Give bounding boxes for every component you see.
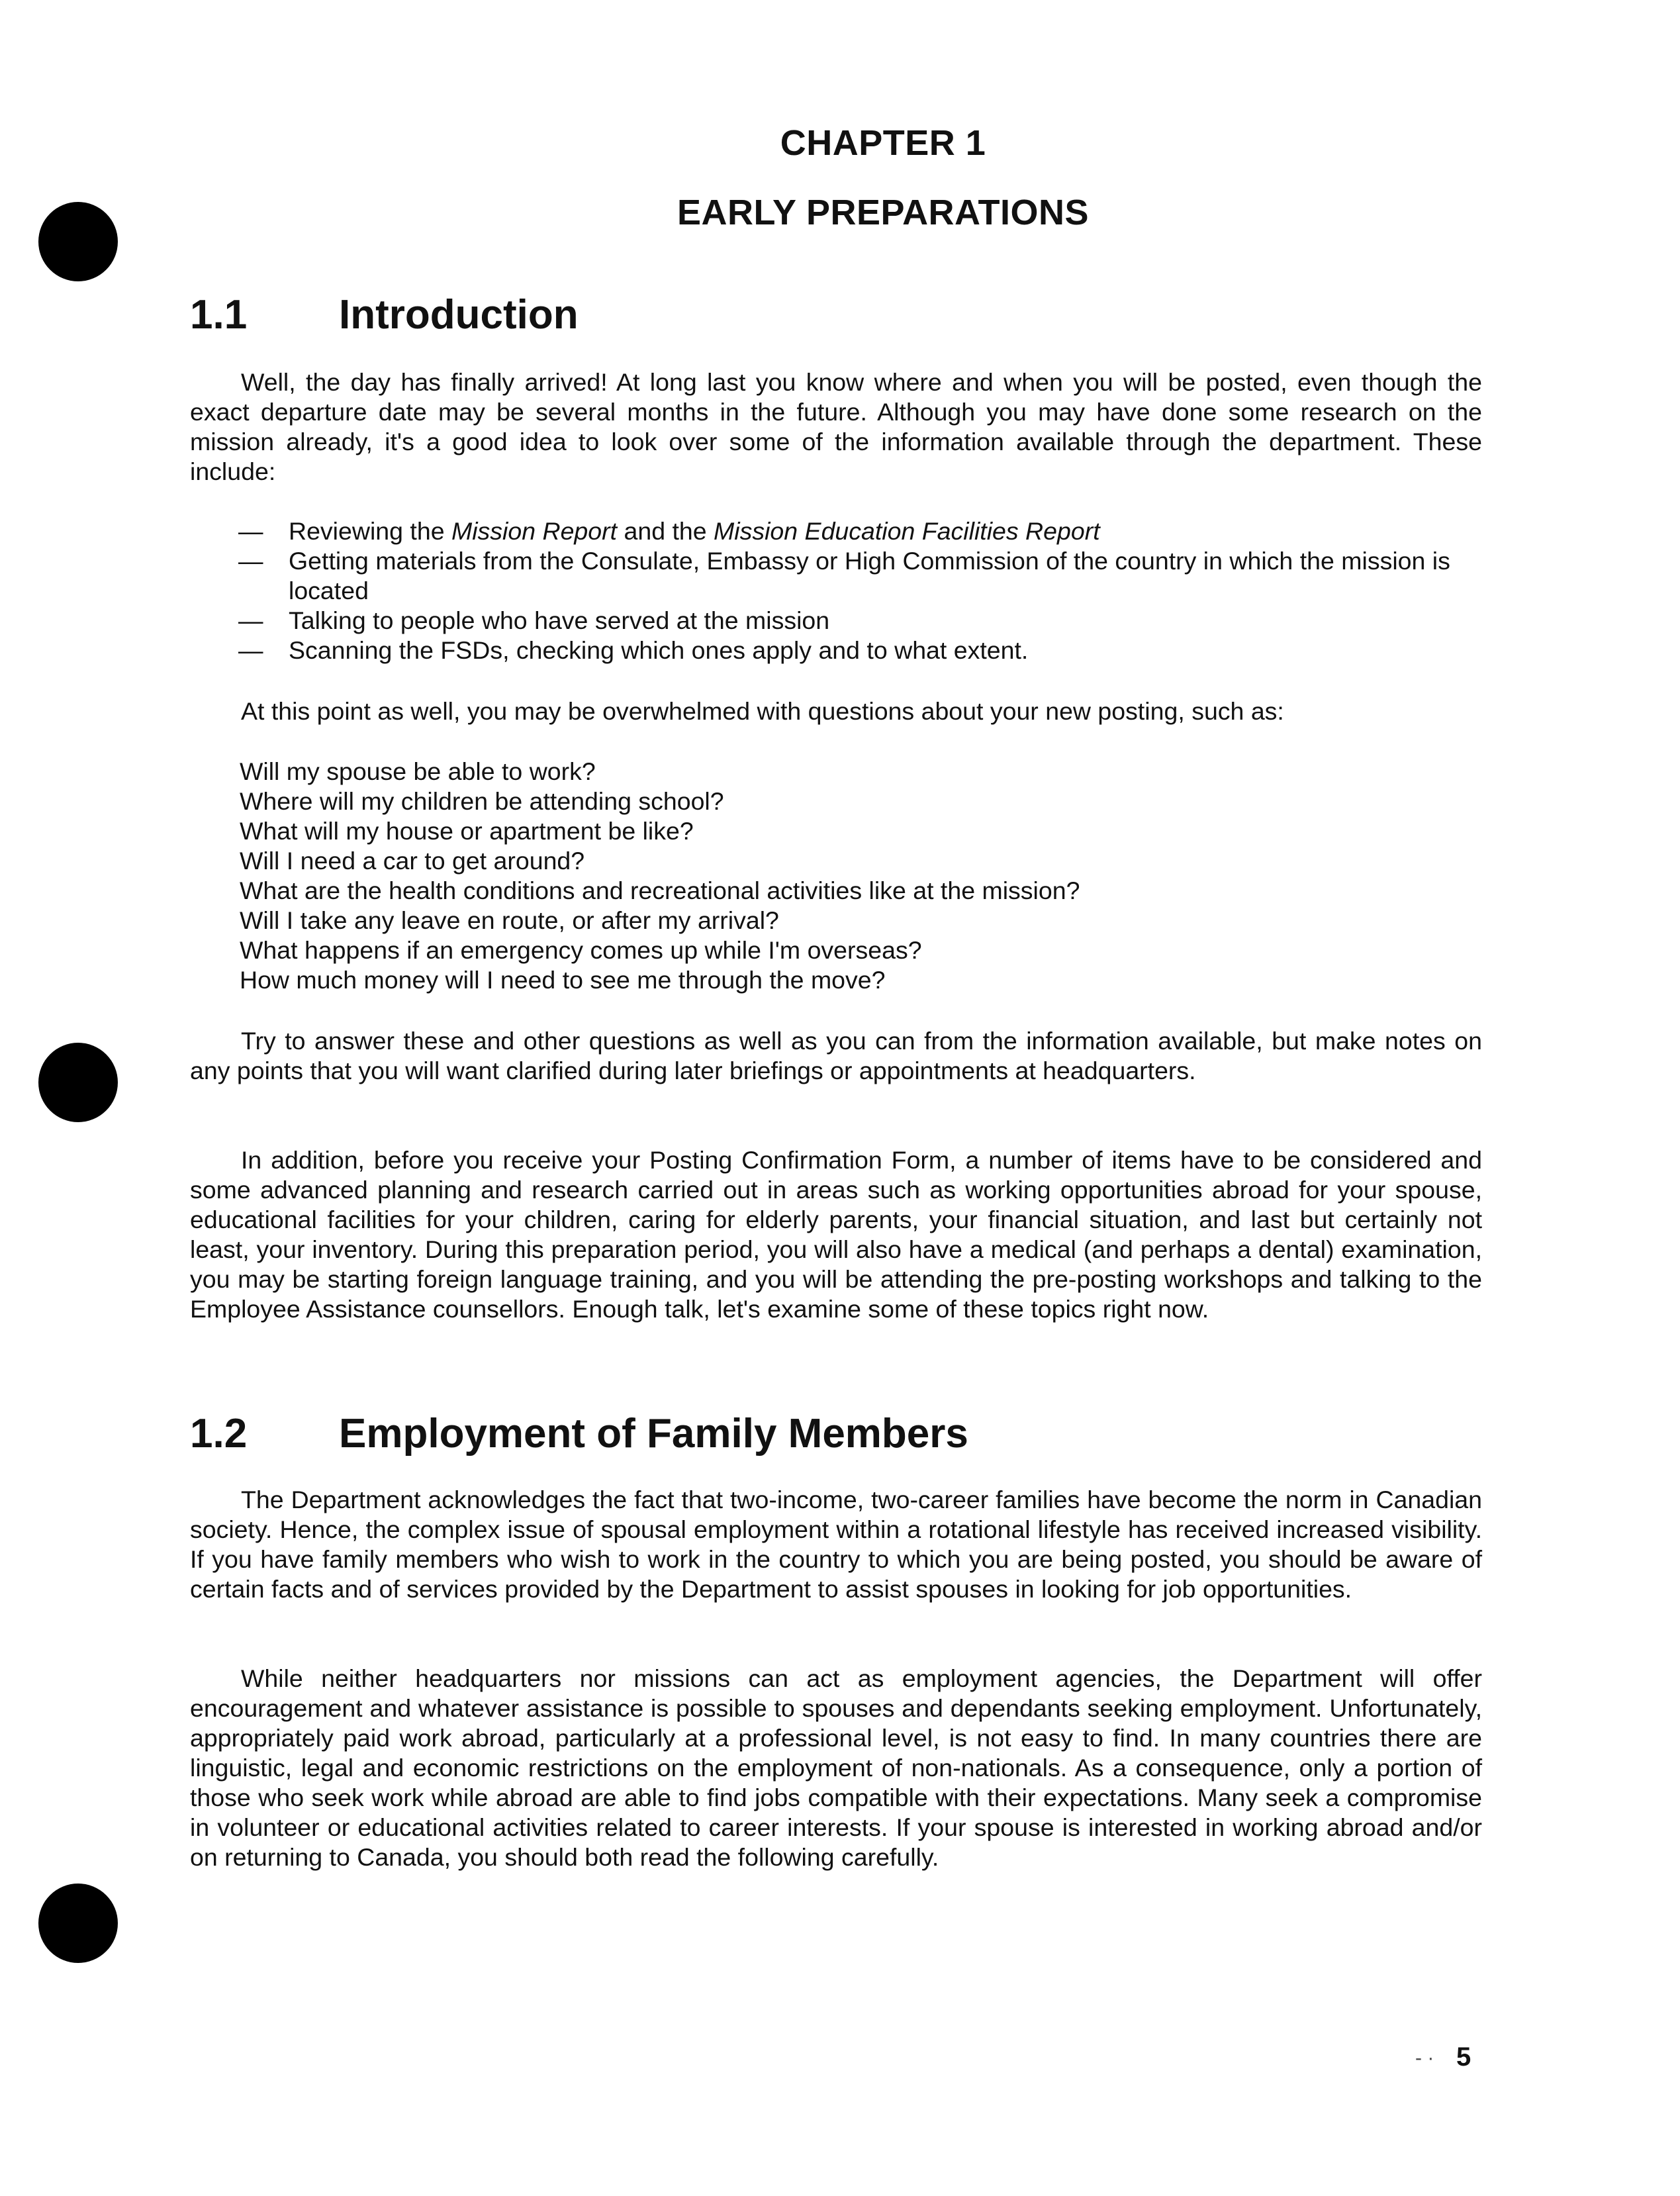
try-answer-paragraph <box>190 1026 1482 1086</box>
question-line: Will I need a car to get around? <box>240 847 585 875</box>
list-item <box>238 546 1483 606</box>
page-number: 5 <box>1456 2042 1471 2072</box>
question-line: What will my house or apartment be like? <box>240 817 694 845</box>
page-marks: - · <box>1415 2047 1434 2069</box>
chapter-title-text: EARLY PREPARATIONS <box>677 193 1090 232</box>
chapter-label <box>0 122 1680 164</box>
question-line: How much money will I need to see me through the move? <box>240 966 886 994</box>
employment-text-2: While neither headquarters nor missions can act as employment agencies, the Department will offer encouragement and whatever assistance is possible to spouses and dependants seeking employment. Unfortunately, appropriately paid work abroad, particularly at a professional level, is not easy to find. In many countries there are linguistic, legal and economic restrictions on the employment of non-nationals. As a consequence, only a portion of those who seek work while abroad are able to find jobs compatible with their expectations. Many seek a compromise in volunteer or educational activities related to career interests. If your spouse is interested in working abroad and/or on returning to Canada, you should both read the following carefully. <box>190 1664 1482 1871</box>
employment-text-1: The Department acknowledges the fact that two-income, two-career families have become the norm in Canadian society. Hence, the complex issue of spousal employment within a rotational lifestyle has received increased visibility. If you have family members who wish to work in the country to which you are being posted, you should be aware of certain facts and of services provided by the Department to assist spouses in looking for job opportunities. <box>190 1486 1482 1603</box>
information-sources-list <box>238 516 1483 665</box>
list-item-text: Getting materials from the Consulate, Embassy or High Commission of the country in which the mission is located <box>289 547 1450 604</box>
section-number: 1.1 <box>190 292 248 338</box>
list-item-text: Reviewing the <box>289 517 451 545</box>
question-line: Will my spouse be able to work? <box>240 757 596 785</box>
list-item <box>238 636 1483 665</box>
questions-list <box>240 757 1080 995</box>
intro-text: Well, the day has finally arrived! At long last you know where and when you will be posted, even though the exact departure date may be several months in the future. Although you may have done some research on the mission already, it's a good idea to look over some of the information available through the department. These include: <box>190 368 1482 485</box>
question-line: Will I take any leave en route, or after my arrival? <box>240 906 779 934</box>
section-title: Introduction <box>339 292 579 338</box>
list-item-text: Scanning the FSDs, checking which ones apply and to what extent. <box>289 636 1029 664</box>
list-item-text: Talking to people who have served at the mission <box>289 606 830 634</box>
question-line: Where will my children be attending school? <box>240 787 724 815</box>
question-line: What are the health conditions and recreational activities like at the mission? <box>240 877 1080 904</box>
section-heading-employment <box>190 1410 968 1457</box>
questions-intro-paragraph <box>190 696 1482 726</box>
try-answer-text: Try to answer these and other questions as well as you can from the information available, but make notes on any points that you will want clarified during later briefings or appointments at headquarters. <box>190 1027 1482 1084</box>
questions-intro-text: At this point as well, you may be overwhelmed with questions about your new posting, such as: <box>241 697 1284 725</box>
list-item-emphasis: Mission Report <box>451 517 618 545</box>
section-number: 1.2 <box>190 1411 248 1456</box>
list-item <box>238 516 1483 546</box>
list-item-text: and the <box>617 517 714 545</box>
section-title: Employment of Family Members <box>339 1411 968 1456</box>
in-addition-text: In addition, before you receive your Posting Confirmation Form, a number of items have to be considered and some advanced planning and research carried out in areas such as working opportunities abroad for your spouse, educational facilities for your children, caring for elderly parents, your financial situation, and last but certainly not least, your inventory. During this preparation period, you will also have a medical (and perhaps a dental) examination, you may be starting foreign language training, and you will be attending the pre-posting workshops and talking to the Employee Assistance counsellors. Enough talk, let's examine some of these topics right now. <box>190 1146 1482 1323</box>
in-addition-paragraph <box>190 1145 1482 1324</box>
chapter-label-text: CHAPTER 1 <box>780 123 986 163</box>
list-item-emphasis: Mission Education Facilities Report <box>714 517 1100 545</box>
binder-hole-bottom <box>38 1884 118 1963</box>
question-line: What happens if an emergency comes up while I'm overseas? <box>240 936 922 964</box>
intro-paragraph <box>190 367 1482 487</box>
employment-paragraph-1 <box>190 1485 1482 1604</box>
binder-hole-middle <box>38 1043 118 1122</box>
chapter-title <box>0 192 1680 233</box>
employment-paragraph-2 <box>190 1664 1482 1872</box>
section-heading-introduction <box>190 291 579 338</box>
list-item <box>238 606 1483 636</box>
